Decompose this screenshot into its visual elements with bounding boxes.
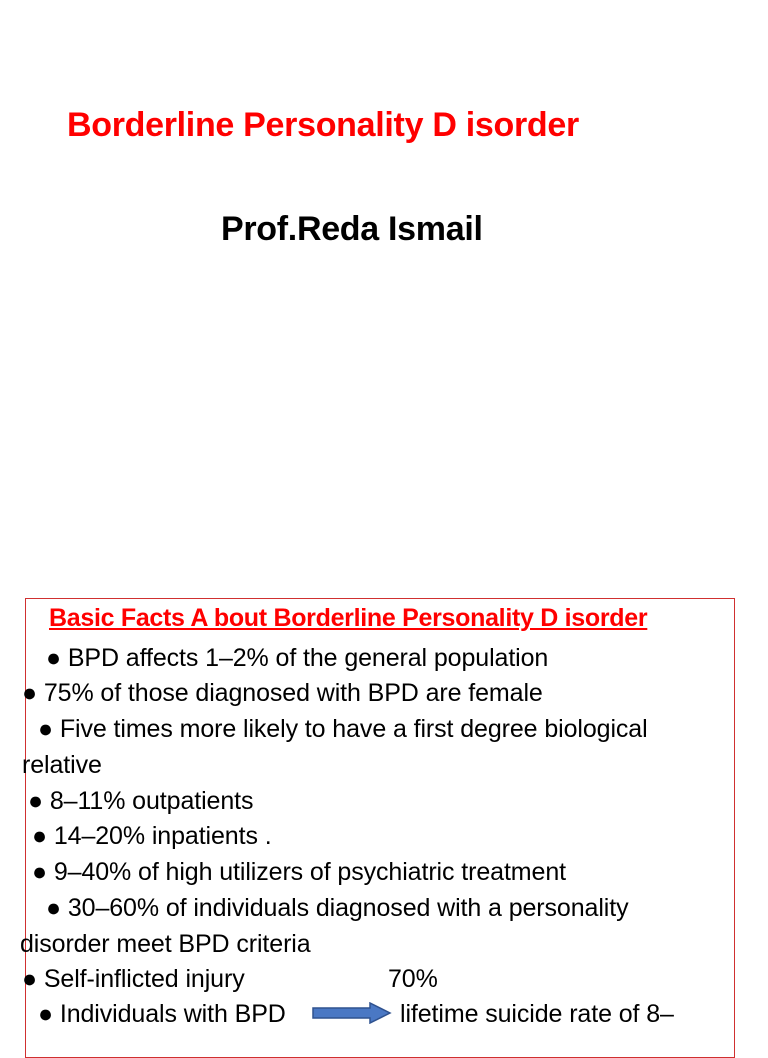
fact-line: ● 75% of those diagnosed with BPD are female [22,679,543,707]
slide-title: Borderline Personality D isorder [67,106,579,144]
fact-line: ● Five times more likely to have a first degree biological [38,715,648,743]
fact-value: 70% [388,965,438,993]
fact-line: ● BPD affects 1–2% of the general population [46,644,549,672]
right-arrow-icon [312,1002,392,1024]
fact-line: ● 8–11% outpatients [28,787,254,815]
fact-line: ● 9–40% of high utilizers of psychiatric treatment [32,858,566,886]
facts-heading: Basic Facts A bout Borderline Personality D isorder [49,604,648,632]
fact-line: ● 30–60% of individuals diagnosed with a personality [46,894,629,922]
fact-line: ● Self-inflicted injury [22,965,245,993]
fact-line: relative [22,751,102,779]
fact-line: ● Individuals with BPD [38,1000,286,1028]
fact-line-continued: lifetime suicide rate of 8– [400,1000,674,1028]
author-name: Prof.Reda Ismail [221,210,483,248]
fact-line: disorder meet BPD criteria [20,930,311,958]
fact-line: ● 14–20% inpatients . [32,822,272,850]
